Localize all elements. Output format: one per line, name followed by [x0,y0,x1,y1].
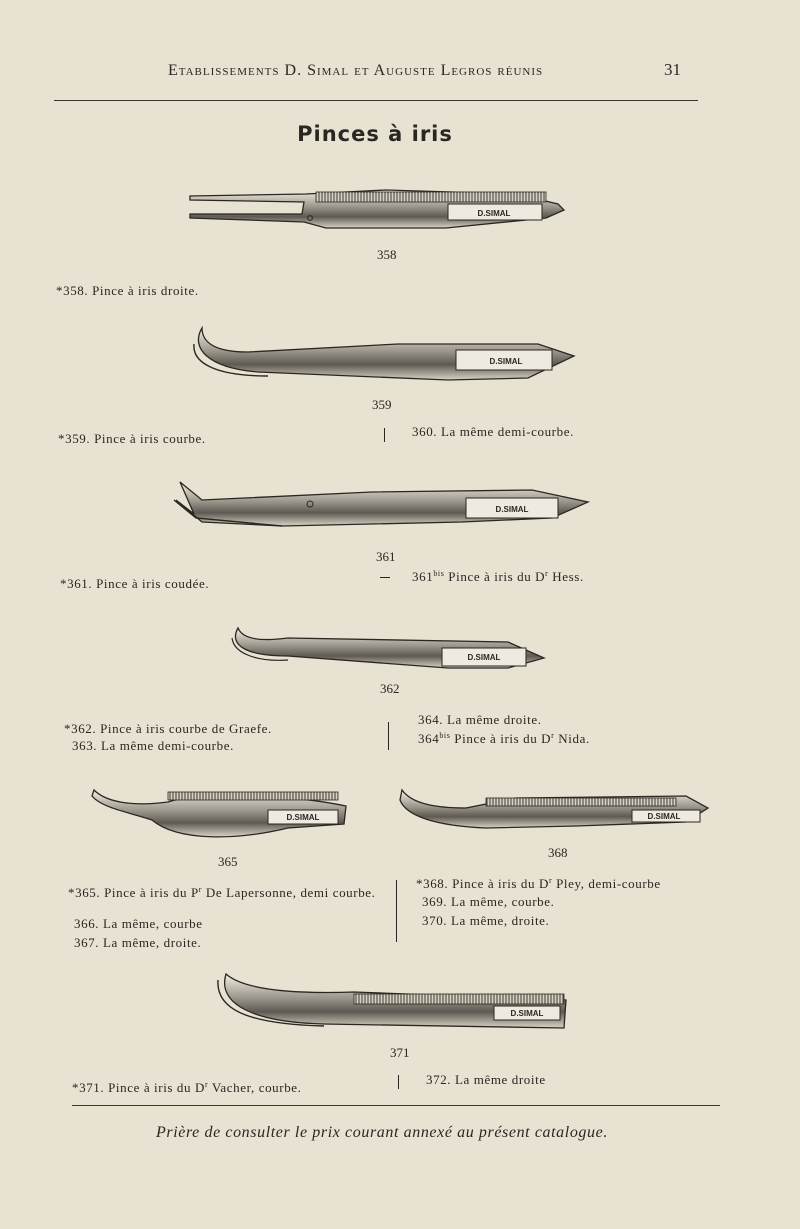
svg-text:D.SIMAL: D.SIMAL [495,505,529,514]
caption-371: *371. Pince à iris du $D^r$ Vacher, courbe. [72,1080,302,1095]
caption-368: *368. Pince à iris du $D^r$ Pley, demi-courbe [416,876,661,891]
figure-number: 368 [548,845,568,860]
caption-365: *365. Pince à iris du $P^r$ De Lapersonne, demi courbe. [68,885,376,900]
lapersonne-iris-forceps-illustration [88,784,354,846]
iris-forceps-curved-illustration [188,324,584,386]
caption-358: *358. Pince à iris droite. [56,283,199,298]
separator-bar [388,722,389,750]
caption-364bis: $364^{bis}$ Pince à iris du $D^r$ Nida. [418,731,590,746]
svg-text:D.SIMAL: D.SIMAL [286,813,320,822]
page-number: 31 [664,60,681,79]
figure-number: 359 [372,397,392,412]
figure-number: 358 [377,247,397,262]
iris-forceps-straight-illustration [186,184,572,236]
graefe-iris-forceps-illustration [228,624,550,674]
caption-372: 372. La même droite [426,1072,546,1087]
svg-text:D.SIMAL: D.SIMAL [510,1009,544,1018]
pley-iris-forceps-illustration [396,786,712,834]
caption-359: *359. Pince à iris courbe. [58,431,206,446]
svg-text:D.SIMAL: D.SIMAL [489,357,523,366]
caption-363: 363. La même demi-courbe. [72,738,234,753]
brand-mark: D.SIMAL [477,209,511,218]
caption-362: *362. Pince à iris courbe de Graefe. [64,721,272,736]
footer-note: Prière de consulter le prix courant annexé au présent catalogue. [156,1124,608,1141]
iris-forceps-angled-illustration [172,478,600,530]
separator-bar [396,880,397,942]
separator-bar [384,428,385,442]
separator-dash [380,577,390,578]
caption-370: 370. La même, droite. [422,913,550,928]
caption-369: 369. La même, courbe. [422,894,555,909]
caption-361bis: $361^{bis}$ Pince à iris du $D^r$ Hess. [412,569,584,584]
caption-367: 367. La même, droite. [74,935,202,950]
separator-bar [398,1075,399,1089]
figure-number: 361 [376,549,396,564]
running-header: Etablissements D. Simal et Auguste Legros réunis [168,62,544,79]
figure-number: 371 [390,1045,410,1060]
header-rule [54,100,698,101]
vacher-iris-forceps-illustration [214,970,572,1032]
footer-rule [72,1105,720,1106]
caption-366: 366. La même, courbe [74,916,203,931]
caption-360: 360. La même demi-courbe. [412,424,574,439]
figure-number: 362 [380,681,400,696]
svg-text:D.SIMAL: D.SIMAL [467,653,501,662]
section-title: Pinces à iris [297,122,453,146]
caption-361: *361. Pince à iris coudée. [60,576,210,591]
caption-364: 364. La même droite. [418,712,542,727]
figure-number: 365 [218,854,238,869]
svg-text:D.SIMAL: D.SIMAL [647,812,681,821]
